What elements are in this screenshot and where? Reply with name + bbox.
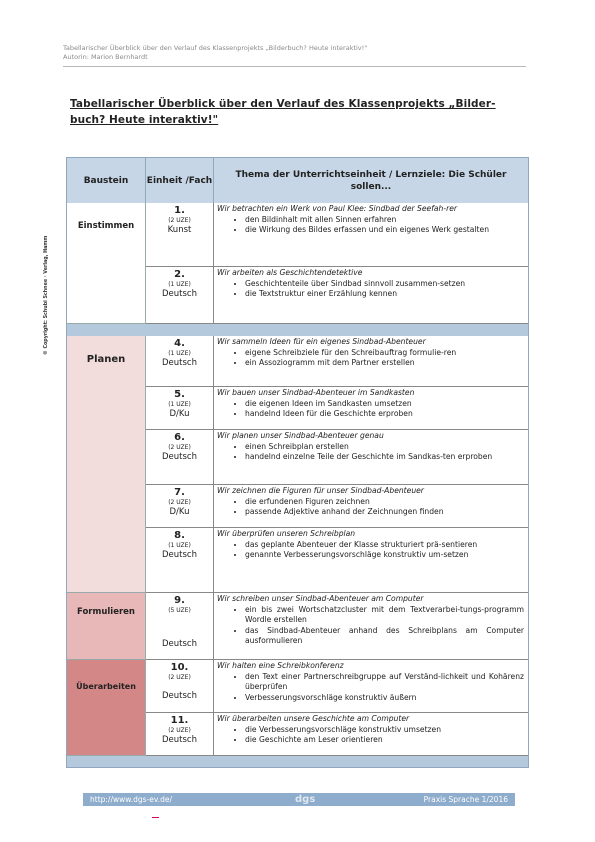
learning-goal: • handelnd Ideen für die Geschichte erproben xyxy=(245,409,524,420)
topic-title: Wir schreiben unser Sindbad-Abenteuer am Computer xyxy=(217,594,424,603)
learning-goal: • Geschichtenteile über Sindbad sinnvoll zusammen-setzen xyxy=(245,279,524,290)
unit-subject: Deutsch xyxy=(162,735,197,745)
learning-goal: • die Wirkung des Bildes erfassen und ein eigenes Werk gestalten xyxy=(245,225,524,236)
learning-goal: • ein bis zwei Wortschatzcluster mit dem Textverarbei-tungs-programm Wordle erstellen xyxy=(245,605,524,626)
page-footer xyxy=(83,793,515,806)
stage-planen xyxy=(67,336,146,593)
topic-cell xyxy=(214,528,528,593)
header-einheit: Einheit /Fach xyxy=(146,158,214,203)
topic-title: Wir betrachten ein Werk von Paul Klee: Sindbad der Seefah-rer xyxy=(217,204,457,213)
unit-subject: Deutsch xyxy=(162,691,197,701)
learning-goal: • ein Assoziogramm mit dem Partner erstellen xyxy=(245,358,524,369)
unit-hours: (2 UZE) xyxy=(168,727,191,734)
header-thema: Thema der Unterrichtseinheit / Lernziele: Die Schüler sollen... xyxy=(214,158,528,203)
unit-subject: Kunst xyxy=(167,225,192,235)
unit-number: 10. xyxy=(170,662,189,673)
stage-ueberarbeiten xyxy=(67,660,146,756)
stage-label: Formulieren xyxy=(76,607,135,617)
topic-cell xyxy=(214,593,528,660)
unit-cell xyxy=(146,336,214,387)
topic-cell xyxy=(214,430,528,485)
unit-cell xyxy=(146,387,214,430)
copyright-note: © Copyright: Schubi Schnee · Verlag, Hamm xyxy=(44,235,49,355)
topic-title: Wir sammeln Ideen für ein eigenes Sindbad-Abenteuer xyxy=(217,337,426,346)
learning-goal: • den Text einer Partnerschreibgruppe auf Verständ-lichkeit und Kohärenz überprüfen xyxy=(245,672,524,693)
unit-cell xyxy=(146,528,214,593)
learning-goal: • handelnd einzelne Teile der Geschichte im Sandkas-ten erproben xyxy=(245,452,524,463)
unit-hours: (1 UZE) xyxy=(168,401,191,408)
unit-subject: Deutsch xyxy=(162,358,197,368)
learning-goal: • die Textstruktur einer Erzählung kennen xyxy=(245,289,524,300)
footer-mark xyxy=(152,812,159,818)
unit-hours: (1 UZE) xyxy=(168,350,191,357)
footer-url[interactable]: http://www.dgs-ev.de/ xyxy=(90,795,172,804)
unit-number: 8. xyxy=(174,530,185,541)
topic-title: Wir überprüfen unseren Schreibplan xyxy=(217,529,356,538)
learning-goal: • das geplante Abenteuer der Klasse strukturiert prä-sentieren xyxy=(245,540,524,551)
header-divider xyxy=(63,66,526,67)
stage-formulieren xyxy=(67,593,146,660)
separator-bar xyxy=(67,324,528,336)
unit-subject: Deutsch xyxy=(162,550,197,560)
unit-hours: (2 UZE) xyxy=(168,444,191,451)
unit-number: 11. xyxy=(170,715,189,726)
topic-cell xyxy=(214,660,528,713)
unit-cell xyxy=(146,713,214,756)
learning-goal: • die Verbesserungsvorschläge konstruktiv umsetzen xyxy=(245,725,524,736)
unit-hours: (5 UZE) xyxy=(168,607,191,614)
footer-issue: Praxis Sprache 1/2016 xyxy=(423,795,508,804)
topic-cell xyxy=(214,485,528,528)
unit-number: 7. xyxy=(174,487,185,498)
unit-hours: (1 UZE) xyxy=(168,281,191,288)
learning-goal: • die Geschichte am Leser orientieren xyxy=(245,735,524,746)
learning-goal: • genannte Verbesserungsvorschläge konstruktiv um-setzen xyxy=(245,550,524,561)
learning-goal: • das Sindbad-Abenteuer anhand des Schreibplans am Computer ausformulieren xyxy=(245,626,524,647)
learning-goal: • die eigenen Ideen im Sandkasten umsetzen xyxy=(245,399,524,410)
unit-number: 4. xyxy=(174,338,185,349)
unit-number: 6. xyxy=(174,432,185,443)
learning-goal: • einen Schreibplan erstellen xyxy=(245,442,524,453)
unit-subject: Deutsch xyxy=(162,289,197,299)
topic-cell xyxy=(214,267,528,324)
topic-title: Wir halten eine Schreibkonferenz xyxy=(217,661,344,670)
unit-hours: (2 UZE) xyxy=(168,217,191,224)
unit-cell xyxy=(146,660,214,713)
topic-title: Wir bauen unser Sindbad-Abenteuer im Sandkasten xyxy=(217,388,415,397)
unit-subject: Deutsch xyxy=(162,639,197,649)
running-header-author: Autorin: Marion Bernhardt xyxy=(63,53,148,61)
unit-cell xyxy=(146,430,214,485)
learning-goal: • passende Adjektive anhand der Zeichnungen finden xyxy=(245,507,524,518)
unit-number: 1. xyxy=(174,205,185,216)
header-baustein: Baustein xyxy=(67,158,146,203)
stage-label: Überarbeiten xyxy=(76,682,136,691)
overview-table xyxy=(66,157,529,768)
unit-cell xyxy=(146,593,214,660)
learning-goal: • Verbesserungsvorschläge konstruktiv äußern xyxy=(245,693,524,704)
topic-title: Wir zeichnen die Figuren für unser Sindbad-Abenteuer xyxy=(217,486,424,495)
topic-cell xyxy=(214,387,528,430)
unit-number: 9. xyxy=(174,595,185,606)
unit-cell xyxy=(146,267,214,324)
topic-cell xyxy=(214,203,528,267)
unit-hours: (2 UZE) xyxy=(168,674,191,681)
running-header-title: Tabellarischer Überblick über den Verlauf des Klassenprojekts „Bilderbuch? Heute interaktiv!" xyxy=(63,44,368,52)
stage-einstimmen xyxy=(67,203,146,324)
page-title: Tabellarischer Überblick über den Verlauf des Klassenprojekts „Bilder-buch? Heute interaktiv!" xyxy=(70,98,496,126)
running-header xyxy=(63,44,367,62)
topic-cell xyxy=(214,336,528,387)
learning-goal: • den Bildinhalt mit allen Sinnen erfahren xyxy=(245,215,524,226)
dgs-logo: dgs xyxy=(295,794,316,805)
learning-goal: • eigene Schreibziele für den Schreibauftrag formulie-ren xyxy=(245,348,524,359)
unit-number: 5. xyxy=(174,389,185,400)
topic-title: Wir arbeiten als Geschichtendetektive xyxy=(217,268,363,277)
unit-subject: D/Ku xyxy=(169,409,190,419)
unit-hours: (2 UZE) xyxy=(168,499,191,506)
table-header-row xyxy=(67,158,528,203)
stage-label: Einstimmen xyxy=(77,221,135,231)
unit-subject: Deutsch xyxy=(162,452,197,462)
unit-subject: D/Ku xyxy=(169,507,190,517)
stage-label: Planen xyxy=(86,354,126,365)
unit-number: 2. xyxy=(174,269,185,280)
unit-cell xyxy=(146,203,214,267)
topic-cell xyxy=(214,713,528,756)
topic-title: Wir überarbeiten unsere Geschichte am Computer xyxy=(217,714,410,723)
unit-hours: (1 UZE) xyxy=(168,542,191,549)
topic-title: Wir planen unser Sindbad-Abenteuer genau xyxy=(217,431,384,440)
learning-goal: • die erfundenen Figuren zeichnen xyxy=(245,497,524,508)
unit-cell xyxy=(146,485,214,528)
